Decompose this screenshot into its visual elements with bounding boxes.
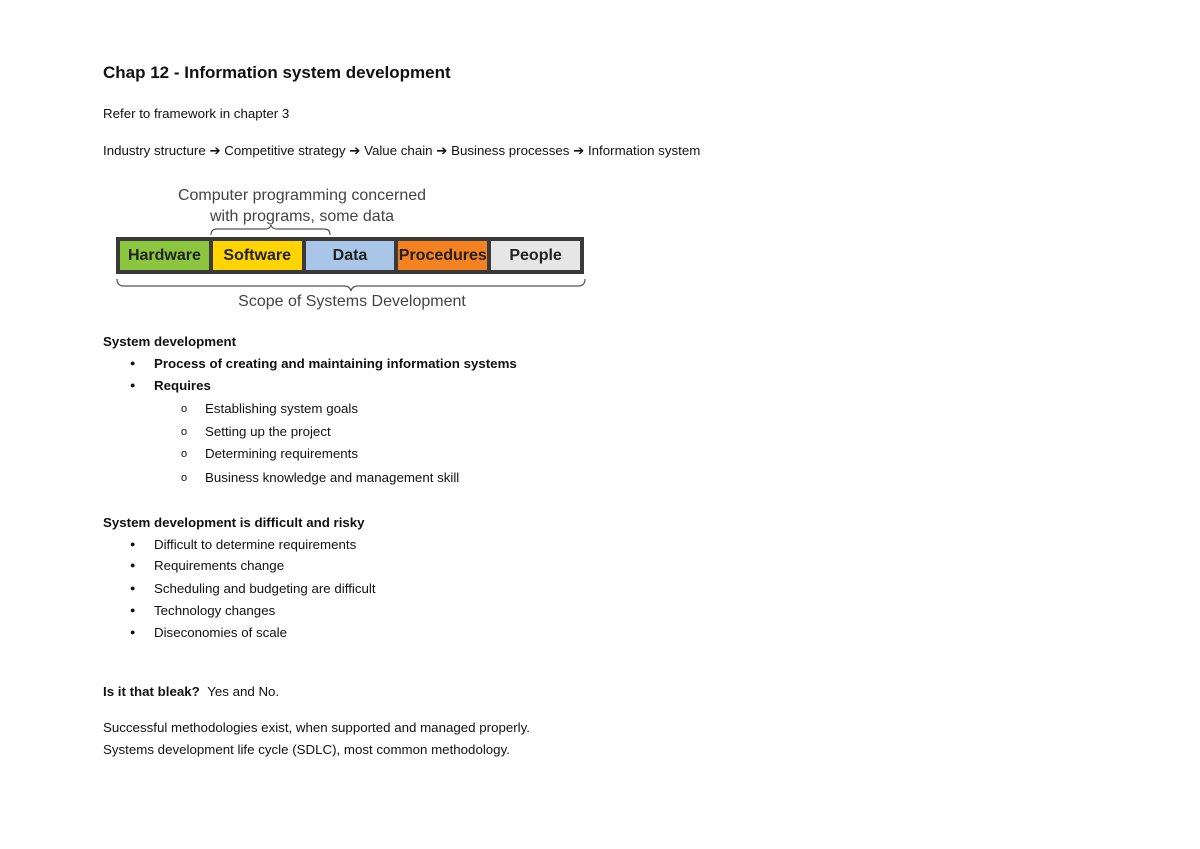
bottom-brace: [117, 279, 585, 291]
flow-step: Industry structure: [103, 143, 206, 158]
sub-bullet-icon: o: [181, 426, 188, 438]
arrow-icon: ➔: [349, 143, 361, 158]
list-item: Diseconomies of scale: [154, 625, 288, 640]
sub-list-item: Establishing system goals: [205, 401, 358, 416]
bullet-icon: ●: [130, 627, 136, 637]
diagram-bottom-caption: Scope of Systems Development: [238, 293, 466, 310]
list-item: Requires: [154, 378, 211, 393]
sub-list-item: Setting up the project: [205, 424, 331, 439]
sub-bullet-icon: o: [181, 448, 188, 460]
flow-step: Information system: [587, 143, 701, 158]
flow-step: Value chain: [364, 143, 433, 158]
bullet-icon: ●: [130, 605, 136, 615]
diagram-top-caption-line: with programs, some data: [209, 208, 395, 225]
page-title: Chap 12 - Information system development: [103, 63, 451, 82]
flow-step: Competitive strategy: [224, 143, 346, 158]
closing-text: Successful methodologies exist, when supported and managed properly.: [103, 720, 530, 735]
closing-text: Systems development life cycle (SDLC), most common methodology.: [103, 742, 510, 757]
flow-step: Business processes: [451, 143, 570, 158]
diagram-top-caption-line: Computer programming concerned: [177, 187, 427, 204]
component-people: People: [491, 241, 580, 270]
sub-bullet-icon: o: [181, 472, 188, 484]
arrow-icon: ➔: [436, 143, 448, 158]
bullet-icon: ●: [130, 380, 136, 390]
bullet-icon: ●: [130, 560, 136, 570]
closing-answer: Yes and No.: [207, 684, 280, 699]
list-item: Requirements change: [154, 558, 285, 573]
component-data: Data: [306, 241, 395, 270]
list-item: Difficult to determine requirements: [154, 537, 357, 552]
component-hardware: Hardware: [120, 241, 209, 270]
list-item: Technology changes: [154, 603, 276, 618]
component-software: Software: [213, 241, 302, 270]
framework-flow: [103, 143, 700, 159]
arrow-icon: ➔: [209, 143, 221, 158]
list-item: Process of creating and maintaining information systems: [154, 356, 517, 371]
bullet-icon: ●: [130, 358, 136, 368]
closing-question-line: [103, 684, 279, 699]
section-heading: System development is difficult and risky: [103, 515, 365, 530]
intro-text: Refer to framework in chapter 3: [103, 106, 290, 121]
sub-list-item: Determining requirements: [205, 446, 358, 461]
list-item: Scheduling and budgeting are difficult: [154, 581, 376, 596]
bullet-icon: ●: [130, 539, 136, 549]
arrow-icon: ➔: [573, 143, 585, 158]
closing-question: Is it that bleak?: [103, 684, 200, 699]
sub-bullet-icon: o: [181, 403, 188, 415]
five-component-diagram: [112, 183, 592, 318]
bullet-icon: ●: [130, 583, 136, 593]
section-heading: System development: [103, 334, 237, 349]
component-bar: [116, 237, 584, 274]
component-procedures: Procedures: [398, 241, 487, 270]
sub-list-item: Business knowledge and management skill: [205, 470, 460, 485]
top-brace: [211, 225, 330, 235]
